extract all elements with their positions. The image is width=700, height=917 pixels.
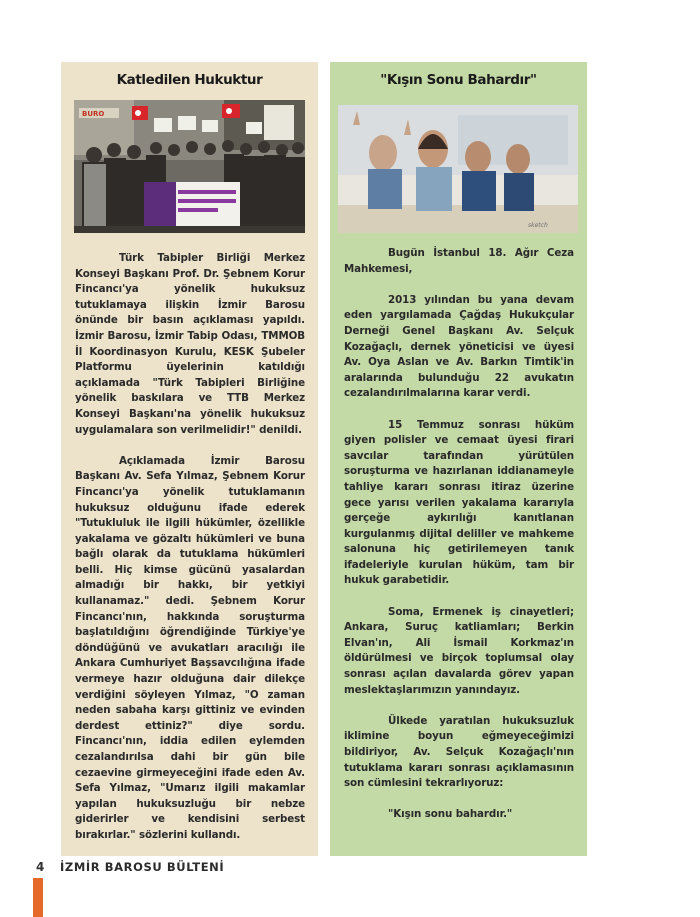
- right-paragraph-1: Bugün İstanbul 18. Ağır Ceza Mahkemesi,: [344, 247, 574, 275]
- left-article-body: [75, 251, 305, 844]
- protest-photo: [74, 100, 305, 233]
- left-article-panel: [61, 62, 318, 856]
- accent-bar: [33, 878, 43, 917]
- left-paragraph-2: Açıklamada İzmir Barosu Başkanı Av. Sefa Yılmaz, Şebnem Korur Fincancı'ya yönelik tutuklamanın hukuksuz olduğunu ifade ederek "Tutukluluk ile ilgili hükümler, özellikle yakalama ve gözaltı hükümleri ve buna bağlı olarak da tutuklama hükümleri belli. Hiç kimse gücünü yasalardan almadığı bir hakkı, bir yetkiyi kullanamaz." dedi. Şebnem Korur Fincancı'nın, hakkında soruşturma başlatıldığını öğrendiğinde Türkiye'ye döndüğünü ve avukatları aracılığı ile Ankara Cumhuriyet Başsavcılığına ifade vermeye hazır olduğuna dair dilekçe verdiğini söyleyen Yılmaz, "O zaman neden sabaha karşı gittiniz ve evinden derdest ettiniz?" diye sordu. Fincancı'nın, iddia edilen eylemden cezalandırılsa dahi bir gün bile cezaevine girmeyeceğini ifade eden Av. Sefa Yılmaz, "Umarız ilgili makamlar yapılan hukuksuzluğu bir nebze giderirler ve kendisini serbest bırakırlar." sözlerini kullandı.: [75, 454, 305, 841]
- right-paragraph-5: Ülkede yaratılan hukuksuzluk iklimine boyun eğmeyeceğimizi bildiriyor, Av. Selçuk Kozağaçlı'nın tutuklama kararı sonrası açıklamasının son cümlesini tekrarlıyoruz:: [344, 714, 574, 790]
- right-paragraph-4: Soma, Ermenek iş cinayetleri; Ankara, Suruç katliamları; Berkin Elvan'ın, Ali İsmail Korkmaz'ın öldürülmesi ve birçok toplumsal olay sonrası açılan davalarda görev yapan meslektaşlarımızın yanındayız.: [344, 605, 574, 696]
- right-paragraph-3: 15 Temmuz sonrası hüküm giyen polisler ve cemaat üyesi firari savcılar tarafından yürütülen soruşturma ve hazırlanan iddianameyle tahliye kararı sonrası itiraz üzerine gece yarısı verilen yakalama kararıyla gerçeğe aykırılığı kanıtlanan kurgulanmış dijital deliller ve mahkeme salonuna hiç getirilemeyen tanık ifadeleriyle kurulan hüküm, tam bir hukuk garabetidir.: [344, 418, 574, 587]
- right-paragraph-6: "Kışın sonu bahardır.": [388, 808, 513, 821]
- courtroom-sketch: [338, 105, 578, 233]
- right-article-panel: [330, 62, 587, 856]
- right-article-body: [344, 246, 574, 823]
- right-paragraph-2: 2013 yılından bu yana devam eden yargılamada Çağdaş Hukukçular Derneği Genel Başkanı Av. Selçuk Kozağaçlı, dernek yöneticisi ve üyesi Av. Oya Aslan ve Av. Barkın Timtik'in aralarında bulunduğu 22 avukatın cezalandırılmalarına karar verdi.: [344, 293, 574, 400]
- svg-text:sketch: sketch: [528, 222, 548, 229]
- page-number: 4: [36, 860, 45, 874]
- left-paragraph-1: Türk Tabipler Birliği Merkez Konseyi Başkanı Prof. Dr. Şebnem Korur Fincancı'ya yönelik hukuksuz tutuklamaya ilişkin İzmir Barosu önünde bir basın açıklaması yapıldı. İzmir Barosu, İzmir Tabip Odası, TMMOB İl Koordinasyon Kurulu, KESK Şubeler Platformu üyelerinin katıldığı açıklamada "Türk Tabipleri Birliğine yönelik baskılara ve TTB Merkez Konseyi Başkanı'na yönelik hukuksuz uygulamalara son verilmelidir!" denildi.: [75, 252, 305, 436]
- right-article-title: "Kışın Sonu Bahardır": [380, 72, 537, 88]
- left-article-title: Katledilen Hukuktur: [116, 72, 263, 88]
- svg-text:BURO: BURO: [82, 110, 105, 118]
- publication-title: İZMİR BAROSU BÜLTENİ: [60, 860, 225, 874]
